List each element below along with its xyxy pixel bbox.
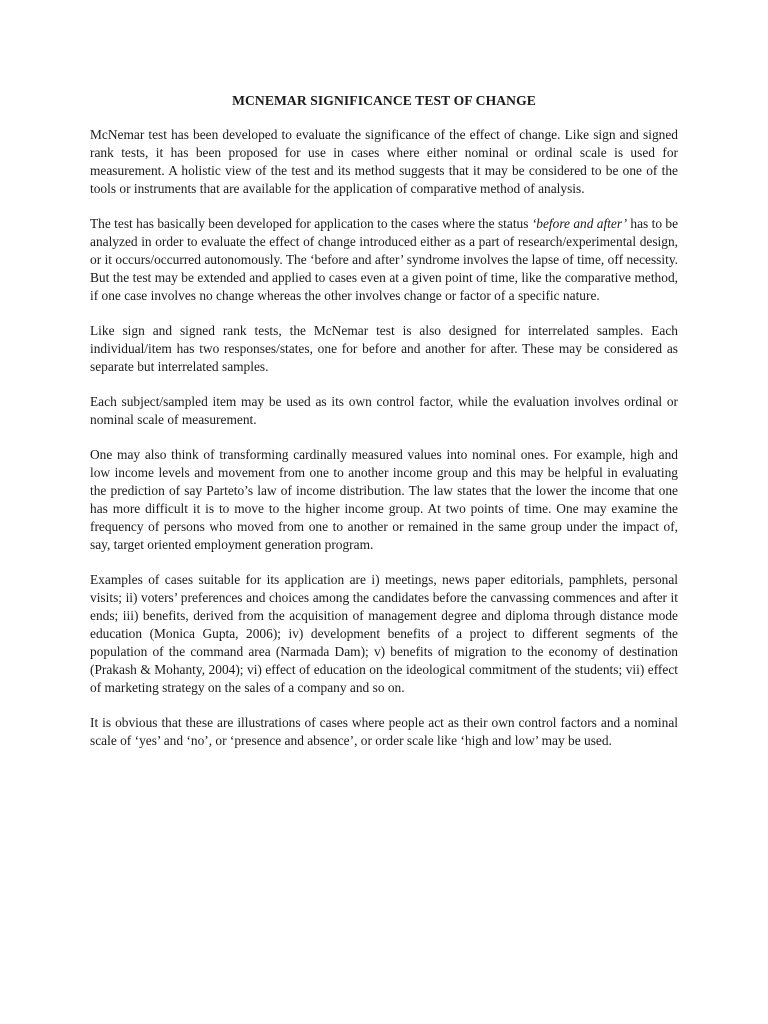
paragraph-before-after-rest: has to be analyzed in order to evaluate the effect of change introduced either as a part of research/experimental design, or it occurs/occurred autonomously. The ‘before and after’ syndrome involves the lapse of time, off necessity. But the test may be extended and applied to cases even at a given point of time, like the comparative method, if one case involves no change whereas the other involves change or factor of a specific nature. (90, 216, 679, 303)
document-page (90, 92, 678, 767)
paragraph-before-after (90, 215, 678, 305)
paragraph-control-factor: Each subject/sampled item may be used as its own control factor, while the evaluation involves ordinal or nominal scale of measurement. (90, 394, 678, 427)
document-title: MCNEMAR SIGNIFICANCE TEST OF CHANGE (232, 93, 536, 108)
paragraph-income-example: One may also think of transforming cardinally measured values into nominal ones. For example, high and low income levels and movement from one to another income group and this may be helpful in evaluating the prediction of say Parteto’s law of income distribution. The law states that the lower the income that one has more difficult it is to move to the higher income group. At two points of time. One may examine the frequency of persons who moved from one to another or remained in the same group under the impact of, say, target oriented employment generation program. (90, 447, 678, 552)
paragraph-conclusion: It is obvious that these are illustrations of cases where people act as their own control factors and a nominal scale of ‘yes’ and ‘no’, or ‘presence and absence’, or order scale like ‘high and low’ may be used. (90, 715, 678, 748)
paragraph-application-examples: Examples of cases suitable for its application are i) meetings, news paper editorials, pamphlets, personal visits; ii) voters’ preferences and choices among the candidates before the canvassing commences and after it ends; iii) benefits, derived from the acquisition of management degree and diploma through distance mode education (Monica Gupta, 2006); iv) development benefits of a project to different segments of the population of the command area (Narmada Dam); v) benefits of migration to the economy of destination (Prakash & Mohanty, 2004); vi) effect of education on the ideological commitment of the students; vii) effect of marketing strategy on the sales of a company and so on. (90, 572, 678, 695)
paragraph-interrelated-samples: Like sign and signed rank tests, the McNemar test is also designed for interrelated samples. Each individual/item has two responses/states, one for before and another for after. These may be considered as separate but interrelated samples. (90, 323, 678, 374)
paragraph-intro: McNemar test has been developed to evaluate the significance of the effect of change. Like sign and signed rank tests, it has been proposed for use in cases where either nominal or ordinal scale is used for measurement. A holistic view of the test and its method suggests that it may be considered to be one of the tools or instruments that are available for the application of comparative method of analysis. (90, 127, 678, 196)
paragraph-before-after-emphasis: ‘before and after’ (531, 216, 628, 231)
paragraph-before-after-lead: The test has basically been developed for application to the cases where the status (90, 216, 532, 231)
